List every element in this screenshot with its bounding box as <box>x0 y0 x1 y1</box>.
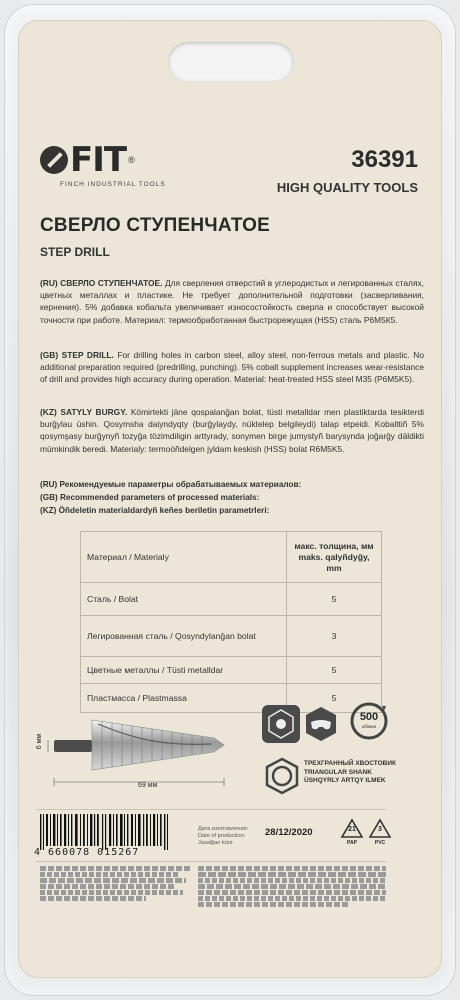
thickness-label-kz: maks. qalyñdyğy, mm <box>298 551 370 573</box>
hex-shank-icon <box>262 705 300 743</box>
speed-unit: об/мин <box>361 724 377 729</box>
registered-mark: ® <box>128 155 135 165</box>
table-row <box>81 616 382 657</box>
tagline: HIGH QUALITY TOOLS <box>276 180 418 195</box>
recycle-pap-code: PAP <box>347 840 357 846</box>
table-row <box>81 583 382 616</box>
table-header-row <box>81 532 382 583</box>
barcode-digits: 4 660078 015267 <box>34 847 140 858</box>
speed-value: 500 <box>359 711 379 723</box>
params-kz: (KZ) Öñdeletіn materialdardyñ keñes berіletіn parametrlerі: <box>40 505 270 515</box>
row-material: Цветные металлы / Tüsti metalldar <box>81 657 287 684</box>
brand-mark-icon <box>40 146 68 174</box>
table-header-thickness <box>287 532 382 583</box>
description-ru <box>40 277 424 326</box>
recycle-pvc-code: PVC <box>374 840 386 846</box>
params-gb: (GB) Recommended parameters of processed materials: <box>40 492 260 502</box>
date-label-kz: Jasalğan küni: <box>198 840 234 846</box>
desc-gb-lead: (GB) STEP DRILL. <box>40 350 114 360</box>
recycle-pap-num: 21 <box>348 826 356 833</box>
row-value: 5 <box>287 684 382 713</box>
desc-gb-text: For drilling holes in carbon steel, alloy steel, non-ferrous metals and plastic. No additional preparation required (predrilling, punching). 5% cobalt supplement increases wear-resistance of drill and provides high accuracy during operation. Material: heat-treated HSS steel M35 (P6M5K5). <box>40 350 425 385</box>
step-drill-image <box>46 690 246 810</box>
production-date: 28/12/2020 <box>265 827 313 838</box>
table-row <box>81 657 382 684</box>
recycle-pap-icon <box>340 818 364 848</box>
fine-print-storage <box>40 866 192 901</box>
row-value: 5 <box>287 657 382 684</box>
speed-icon <box>348 700 390 746</box>
params-heading <box>40 479 301 517</box>
date-label-gb: Date of production: <box>198 833 246 839</box>
date-labels <box>198 826 248 847</box>
shank-kz: ÜSHQYRLY ARTQY ILMEK <box>304 777 386 785</box>
date-label-ru: Дата изготовления: <box>198 826 249 832</box>
row-value: 5 <box>287 583 382 616</box>
description-gb <box>40 349 424 386</box>
shank-caption <box>304 760 396 786</box>
shank-ru: ТРЕХГРАННЫЙ ХВОСТОВИК <box>304 760 397 767</box>
params-table <box>80 531 382 713</box>
params-ru: (RU) Рекомендуемые параметры обрабатываемых материалов: <box>40 480 302 489</box>
divider <box>36 861 386 862</box>
thickness-label-ru: макс. толщина, мм <box>294 540 374 551</box>
length-label: 69 мм <box>138 782 158 789</box>
brand-subtitle: FINCH INDUSTRIAL TOOLS <box>60 181 166 188</box>
brand-name: FIT <box>70 140 127 180</box>
product-title: СВЕРЛО СТУПЕНЧАТОЕ <box>40 215 271 236</box>
triangular-shank-icon <box>262 756 302 796</box>
recycle-pvc-icon <box>368 818 392 848</box>
product-subtitle: STEP DRILL <box>40 245 110 259</box>
row-material: Легированная сталь / Qosyndylanğan bolat <box>81 616 287 657</box>
brand-logo <box>40 140 135 180</box>
row-material: Пластмасса / Plastmassa <box>81 684 287 713</box>
fine-print-manufacturer <box>198 866 386 907</box>
hang-hole <box>168 42 294 82</box>
description-kz <box>40 406 424 455</box>
row-material: Сталь / Bolat <box>81 583 287 616</box>
desc-ru-text: Для сверления отверстий в углеродистых и легированных сталях, цветных металлах и пластике. Не требует дополнительной подготовки (засверливания, кернения). 5% добавка кобальта увеличивает износостойкость сверла и способствует высокой точности при работе. Материал: термообработанная быстрорежущая (HSS) сталь Р6М5К5. <box>40 278 424 325</box>
safety-glasses-icon <box>302 705 340 743</box>
article-number: 36391 <box>351 146 418 173</box>
desc-kz-lead: (KZ) SATYLY BURGY. <box>40 407 128 417</box>
table-header-material: Материал / Materialy <box>81 532 287 583</box>
diameter-label: 6 мм <box>36 733 44 750</box>
divider <box>36 809 386 810</box>
shank-gb: TRIANGULAR SHANK <box>304 768 372 776</box>
row-value: 3 <box>287 616 382 657</box>
desc-kz-text: Kömirtekti jäne qospalanğan bolat, tüsti metalldar men plastiktarda tesikterdі burğylau üshіn. Qosymsha daiyndyqty (burğylaydy, nüktelep belgіleydі) talap etpeidі. Kobalttіñ 5% qosymşasy burğynyñ tozyğa tözimdіlіgіn arttyrady, sonymen birge jumystyñ barysynda joğarğy däldіktі mümkіndіk beredі. Materialy: termoöñdelgen jyldam keskish (HSS) bolat R6M5K5. <box>40 407 424 454</box>
desc-ru-lead: (RU) СВЕРЛО СТУПЕНЧАТОЕ. <box>40 278 163 288</box>
recycle-pvc-num: 3 <box>378 826 382 833</box>
